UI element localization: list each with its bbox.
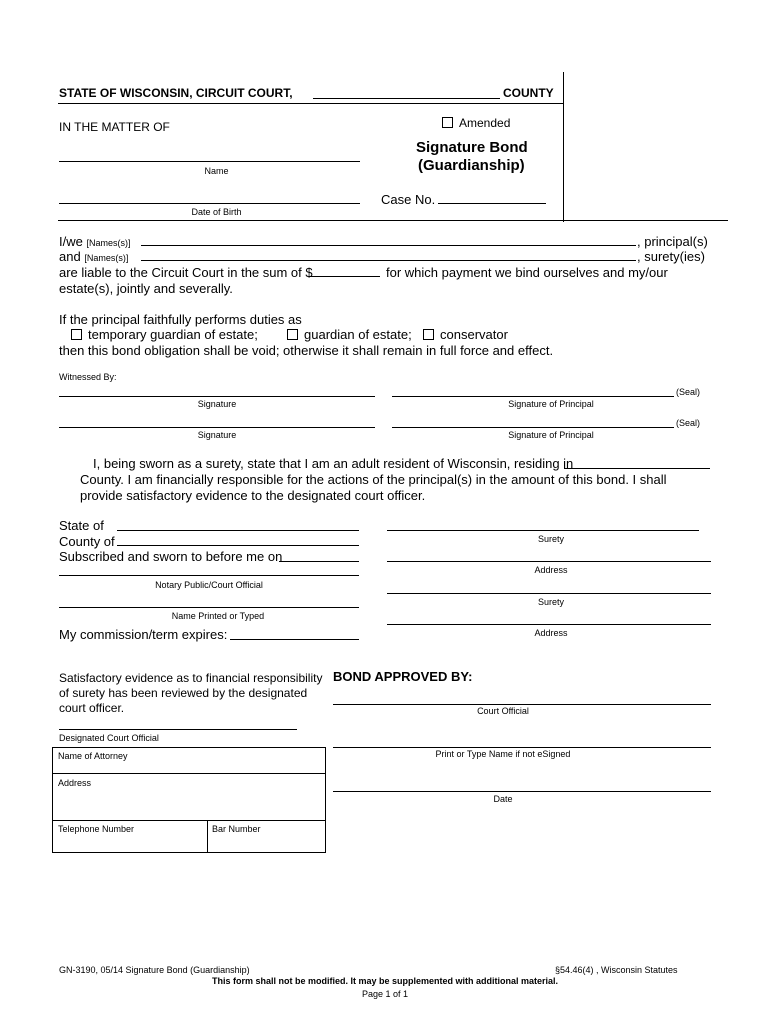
case-no-label: Case No. [381,192,436,207]
checkbox-icon [71,329,82,340]
attorney-box [52,747,326,853]
surety-1-field[interactable] [387,530,699,531]
dob-caption: Date of Birth [191,207,242,217]
oath-line-3: provide satisfactory evidence to the designated court officer. [80,488,426,503]
address-caption: Address [534,565,568,575]
header-rule [58,103,563,104]
and-label [59,249,128,264]
witness-label: Witnessed By: [59,372,117,382]
principal-signature-2[interactable] [392,427,674,428]
county-field[interactable] [313,98,500,99]
date-field[interactable] [333,791,711,792]
matter-label: IN THE MATTER OF [59,120,170,134]
footer-notice: This form shall not be modified. It may be supplemented with additional material. [211,976,559,986]
residence-county-field[interactable] [564,468,710,469]
oath-line-2: County. I am financially responsible for the actions of the principal(s) in the amount of this bond. I shall [80,472,667,487]
court-official-field[interactable] [333,704,711,705]
option-guardian[interactable] [287,327,412,342]
signature-caption: Signature [197,399,237,409]
option-label: temporary guardian of estate; [88,327,258,342]
commission-field[interactable] [230,639,359,640]
print-name-caption: Print or Type Name if not eSigned [435,749,571,759]
section-rule [58,220,728,221]
condition-text: If the principal faithfully performs duties as [59,312,302,327]
attorney-row-divider-2 [52,820,325,821]
checkbox-icon [442,117,453,128]
names-hint: [Names(s)] [84,253,129,263]
subscribed-label: Subscribed and sworn to before me on [59,549,283,564]
surety-names-field[interactable] [141,260,636,261]
principal-signature-caption: Signature of Principal [508,399,594,409]
principal-signature-caption: Signature of Principal [508,430,594,440]
state-field[interactable] [117,530,359,531]
iwe-label [59,234,130,249]
attorney-name-cell[interactable]: Name of Attorney [58,751,128,761]
surety-label: , surety(ies) [637,249,705,264]
attorney-row-divider-1 [52,773,325,774]
court-official-caption: Court Official [477,706,529,716]
witness-signature-1[interactable] [59,396,375,397]
county-of-label: County of [59,534,115,549]
evidence-line-1: Satisfactory evidence as to financial responsibility [59,671,323,685]
surety-2-field[interactable] [387,593,711,594]
address-1-field[interactable] [387,561,711,562]
state-label: State of [59,518,104,533]
and-text: and [59,249,81,264]
liable-text: are liable to the Circuit Court in the sum of $ [59,265,313,280]
name-field[interactable] [59,161,360,162]
county-label: COUNTY [503,86,554,100]
form-title: Signature Bond [416,139,528,156]
principal-names-field[interactable] [141,245,636,246]
checkbox-icon [287,329,298,340]
attorney-bar-cell[interactable]: Bar Number [212,824,261,834]
oath-line-1: I, being sworn as a surety, state that I am an adult resident of Wisconsin, residing in [93,456,574,471]
option-label: guardian of estate; [304,327,412,342]
designated-caption: Designated Court Official [59,733,159,743]
notary-signature-field[interactable] [59,575,359,576]
signature-caption: Signature [197,430,237,440]
form-subtitle: (Guardianship) [418,157,525,174]
principal-signature-1[interactable] [392,396,674,397]
amended-checkbox[interactable] [442,116,510,130]
seal-label: (Seal) [676,418,701,428]
option-temp-guardian[interactable] [71,327,258,342]
evidence-line-2: of surety has been reviewed by the designated [59,686,308,700]
option-conservator[interactable] [423,327,508,342]
seal-label: (Seal) [676,387,701,397]
amended-label: Amended [459,116,511,130]
principal-label: , principal(s) [637,234,708,249]
county-of-field[interactable] [117,545,359,546]
void-text: then this bond obligation shall be void; otherwise it shall remain in full force and effect. [59,343,554,358]
printed-name-field[interactable] [59,607,359,608]
date-caption: Date [493,794,513,804]
header-divider [563,72,564,222]
attorney-address-cell[interactable]: Address [58,778,92,788]
page-number: Page 1 of 1 [361,989,409,999]
evidence-line-3: court officer. [59,701,125,715]
amount-field[interactable] [309,276,380,277]
commission-label: My commission/term expires: [59,627,228,642]
bond-approved-heading: BOND APPROVED BY: [333,669,473,684]
notary-caption: Notary Public/Court Official [155,580,263,590]
dob-field[interactable] [59,203,360,204]
address-2-field[interactable] [387,624,711,625]
statute-ref: §54.46(4) , Wisconsin Statutes [555,965,678,975]
form-id: GN-3190, 05/14 Signature Bond (Guardianship) [59,965,250,975]
designated-official-field[interactable] [59,729,297,730]
court-heading: STATE OF WISCONSIN, CIRCUIT COURT, [59,86,293,100]
attorney-phone-cell[interactable]: Telephone Number [58,824,135,834]
subscribed-date-field[interactable] [279,561,359,562]
estate-text: estate(s), jointly and severally. [59,281,233,296]
name-caption: Name [204,166,229,176]
option-label: conservator [440,327,508,342]
address-caption: Address [534,628,568,638]
print-name-field[interactable] [333,747,711,748]
attorney-col-divider [207,821,208,852]
printed-name-caption: Name Printed or Typed [171,611,265,621]
surety-caption: Surety [537,534,564,544]
liable-text-2: for which payment we bind ourselves and my/our [386,265,668,280]
names-hint: [Names(s)] [86,238,131,248]
surety-caption: Surety [537,597,564,607]
case-no-field[interactable] [438,203,546,204]
iwe-text: I/we [59,234,83,249]
checkbox-icon [423,329,434,340]
witness-signature-2[interactable] [59,427,375,428]
